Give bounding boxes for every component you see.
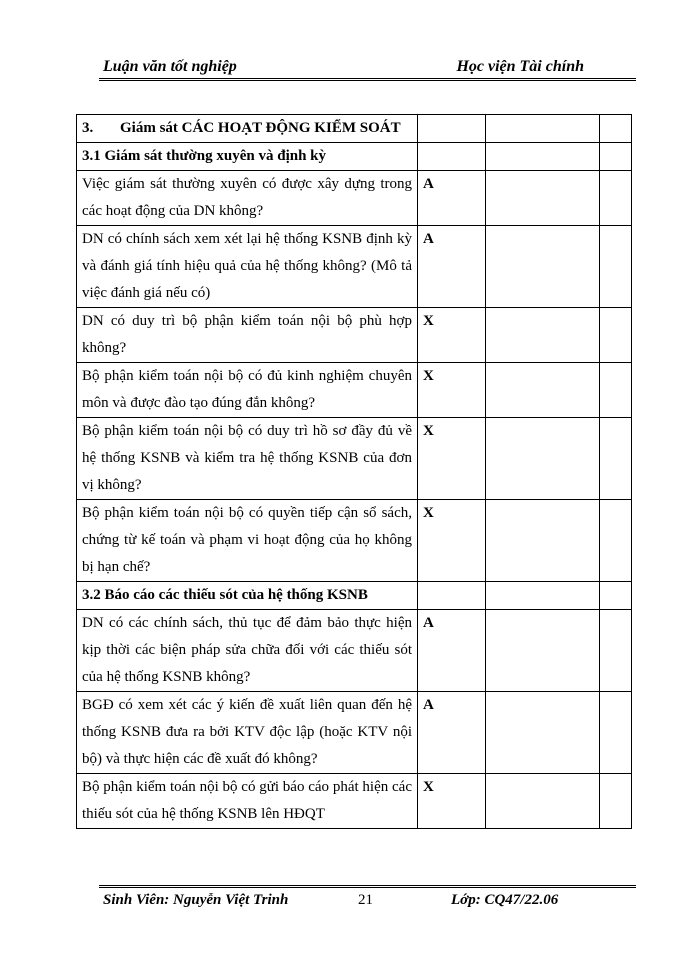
note-cell <box>486 308 600 363</box>
question-cell: Việc giám sát thường xuyên có được xây dựng trong các hoạt động của DN không? <box>77 171 418 226</box>
question-cell: Bộ phận kiểm toán nội bộ có gửi báo cáo phát hiện các thiếu sót của hệ thống KSNB lên HĐQT <box>77 774 418 829</box>
extra-cell <box>600 171 632 226</box>
subsection-title: 3.1 Giám sát thường xuyên và định kỳ <box>77 143 418 171</box>
answer-cell <box>418 115 486 143</box>
answer-cell: X <box>418 500 486 582</box>
section-row <box>77 115 632 143</box>
table-row <box>77 610 632 692</box>
note-cell <box>486 143 600 171</box>
answer-cell: X <box>418 418 486 500</box>
header-rule <box>99 78 636 79</box>
answer-cell: X <box>418 774 486 829</box>
question-cell: BGĐ có xem xét các ý kiến đề xuất liên quan đến hệ thống KSNB đưa ra bởi KTV độc lập (hoặc KTV nội bộ) và thực hiện các đề xuất đó không? <box>77 692 418 774</box>
question-cell: DN có chính sách xem xét lại hệ thống KSNB định kỳ và đánh giá tính hiệu quả của hệ thống không? (Mô tả việc đánh giá nếu có) <box>77 226 418 308</box>
answer-cell: A <box>418 692 486 774</box>
extra-cell <box>600 308 632 363</box>
subsection-row <box>77 143 632 171</box>
subsection-title: 3.2 Báo cáo các thiếu sót của hệ thống KSNB <box>77 582 418 610</box>
table-row <box>77 308 632 363</box>
page-header <box>99 56 636 80</box>
extra-cell <box>600 363 632 418</box>
note-cell <box>486 610 600 692</box>
answer-cell <box>418 582 486 610</box>
section-title-cell <box>77 115 418 143</box>
extra-cell <box>600 500 632 582</box>
page-footer <box>99 892 636 912</box>
extra-cell <box>600 774 632 829</box>
answer-cell: A <box>418 226 486 308</box>
answer-cell: X <box>418 363 486 418</box>
question-cell: Bộ phận kiểm toán nội bộ có đủ kinh nghiệm chuyên môn và được đào tạo đúng đắn không? <box>77 363 418 418</box>
note-cell <box>486 500 600 582</box>
section-title: Giám sát CÁC HOẠT ĐỘNG KIỂM SOÁT <box>120 120 401 136</box>
extra-cell <box>600 418 632 500</box>
header-institution: Học viện Tài chính <box>456 58 584 75</box>
table-row <box>77 692 632 774</box>
header-rule-secondary <box>99 80 636 81</box>
extra-cell <box>600 115 632 143</box>
section-number: 3. <box>82 120 94 136</box>
note-cell <box>486 418 600 500</box>
footer-rule-secondary <box>99 887 636 888</box>
extra-cell <box>600 692 632 774</box>
control-checklist-table <box>76 114 632 829</box>
question-cell: DN có duy trì bộ phận kiểm toán nội bộ phù hợp không? <box>77 308 418 363</box>
extra-cell <box>600 226 632 308</box>
note-cell <box>486 692 600 774</box>
table-row <box>77 363 632 418</box>
student-name: Sinh Viên: Nguyễn Việt Trinh <box>103 892 289 908</box>
extra-cell <box>600 143 632 171</box>
extra-cell <box>600 610 632 692</box>
table-row <box>77 500 632 582</box>
note-cell <box>486 363 600 418</box>
extra-cell <box>600 582 632 610</box>
note-cell <box>486 226 600 308</box>
header-thesis-title: Luận văn tốt nghiệp <box>103 58 237 75</box>
table-row <box>77 774 632 829</box>
answer-cell: A <box>418 610 486 692</box>
note-cell <box>486 171 600 226</box>
answer-cell <box>418 143 486 171</box>
note-cell <box>486 774 600 829</box>
question-cell: Bộ phận kiểm toán nội bộ có duy trì hồ sơ đầy đủ về hệ thống KSNB và kiểm tra hệ thống KSNB của đơn vị không? <box>77 418 418 500</box>
note-cell <box>486 115 600 143</box>
table-row <box>77 226 632 308</box>
table-row <box>77 171 632 226</box>
answer-cell: X <box>418 308 486 363</box>
footer-rule <box>99 885 636 886</box>
question-cell: Bộ phận kiểm toán nội bộ có quyền tiếp cận sổ sách, chứng từ kế toán và phạm vi hoạt động của họ không bị hạn chế? <box>77 500 418 582</box>
subsection-row <box>77 582 632 610</box>
table-row <box>77 418 632 500</box>
page-number: 21 <box>358 892 373 908</box>
answer-cell: A <box>418 171 486 226</box>
note-cell <box>486 582 600 610</box>
class-code: Lớp: CQ47/22.06 <box>451 892 559 908</box>
question-cell: DN có các chính sách, thủ tục để đảm bảo thực hiện kịp thời các biện pháp sửa chữa đối với các thiếu sót của hệ thống KSNB không? <box>77 610 418 692</box>
